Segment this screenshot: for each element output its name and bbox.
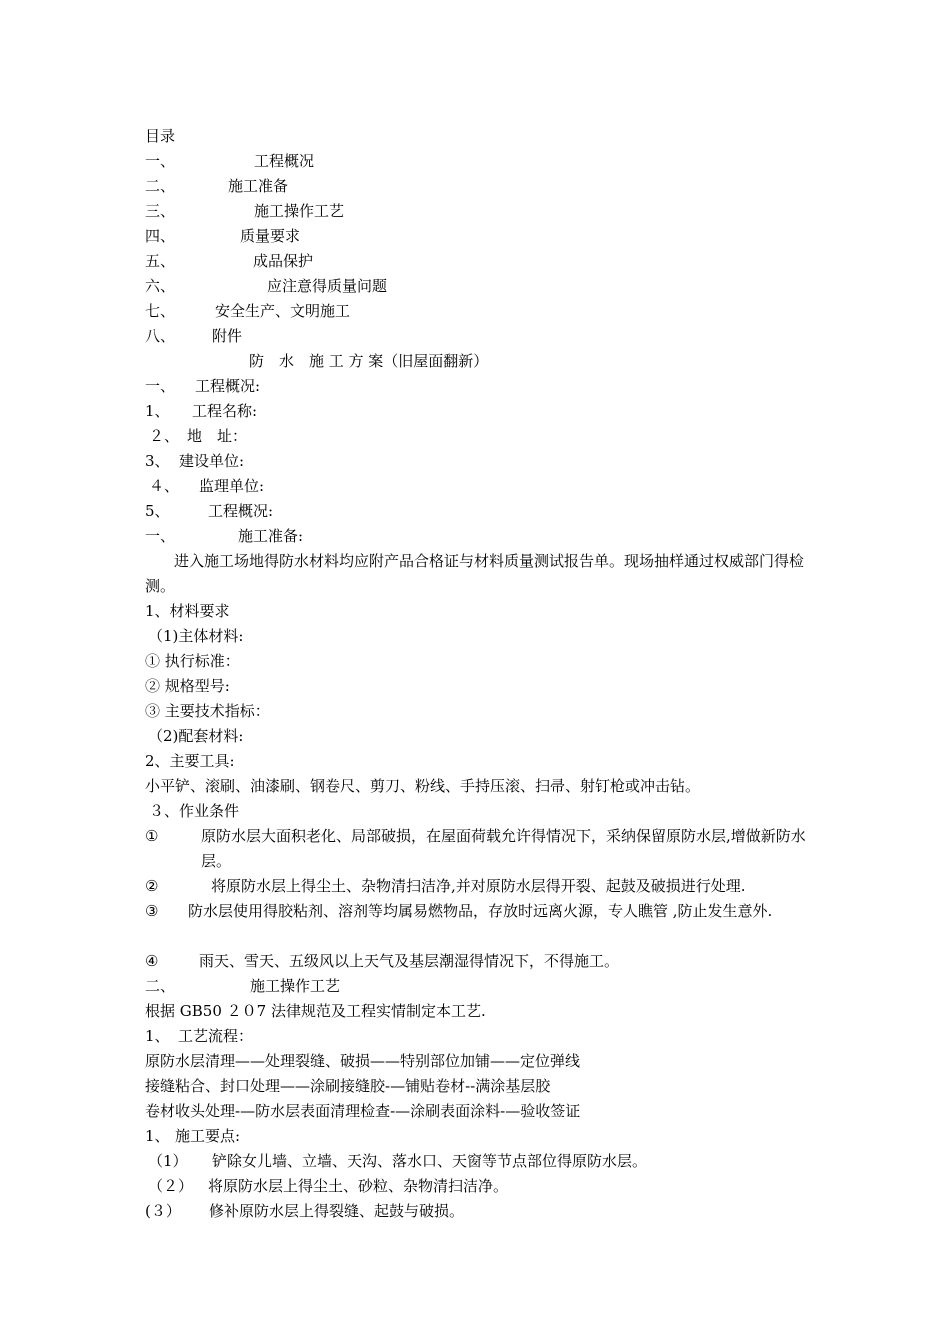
toc-item-text: 应注意得质量问题: [267, 277, 388, 295]
list-item-text: 地 址：: [187, 427, 248, 445]
list-item: ① 执行标准：: [145, 652, 240, 670]
toc-item-number: 五、: [145, 252, 176, 270]
toc-item-number: 八、: [145, 327, 176, 345]
condition-item: [145, 874, 808, 899]
condition-text: 防水层使用得胶粘剂、溶剂等均属易燃物品，存放时远离火源，专人瞧管 ,防止发生意外.: [188, 902, 773, 920]
list-item-text: 建设单位:: [179, 452, 245, 470]
list-item-number: ４、: [149, 477, 180, 495]
toc-item-text: 工程概况: [254, 152, 315, 170]
point-item: [145, 1199, 808, 1224]
basis-paragraph: 根据 GB50 ２０7 法律规范及工程实情制定本工艺.: [145, 1002, 486, 1020]
tools-list: 小平铲、滚刷、油漆刷、钢卷尺、剪刀、粉线、手持压滚、扫帚、射钉枪或冲击钻。: [145, 777, 701, 795]
condition-number: ③: [145, 902, 159, 920]
list-item: [149, 474, 808, 499]
point-text: 将原防水层上得尘土、砂粒、杂物清扫洁净。: [208, 1177, 509, 1195]
list-item-number: 5、: [145, 502, 170, 520]
condition-item: [145, 949, 808, 974]
toc-item-number: 六、: [145, 277, 176, 295]
subsection-heading: 1、材料要求: [145, 602, 230, 620]
toc-item-number: 一、: [145, 152, 176, 170]
condition-number: ④: [145, 952, 159, 970]
toc-item: [145, 224, 808, 249]
toc-item-text: 质量要求: [240, 227, 301, 245]
subsection-heading: ３、作业条件: [149, 802, 240, 820]
toc-item-text: 施工操作工艺: [254, 202, 345, 220]
subsection-heading: （2)配套材料:: [148, 727, 244, 745]
subsection-title: 工艺流程：: [178, 1027, 254, 1045]
point-number: (３）: [145, 1202, 181, 1220]
list-item-number: ２、: [149, 427, 180, 445]
section-title: 工程概况:: [195, 377, 261, 395]
list-item-number: 3、: [145, 452, 170, 470]
section-title: 施工准备:: [238, 527, 304, 545]
subsection-heading: [145, 1024, 808, 1049]
document-title: 防 水 施 工 方 案（旧屋面翻新）: [249, 352, 489, 370]
toc-item-text: 施工准备: [228, 177, 289, 195]
subsection-heading: （1)主体材料:: [148, 627, 244, 645]
point-number: （２）: [148, 1177, 194, 1195]
flow-line: 卷材收头处理-—防水层表面清理检查-—涂刷表面涂料-—验收签证: [145, 1102, 581, 1120]
list-item: [149, 424, 808, 449]
section-title: 施工操作工艺: [250, 977, 341, 995]
toc-item-text: 成品保护: [253, 252, 314, 270]
subsection-heading: 2、主要工具:: [145, 752, 235, 770]
list-item: ③ 主要技术指标：: [145, 702, 270, 720]
subsection-title: 施工要点:: [175, 1127, 241, 1145]
toc-item-number: 七、: [145, 302, 176, 320]
toc-item-text: 附件: [212, 327, 243, 345]
section-heading: [145, 974, 808, 999]
toc-item: [145, 199, 808, 224]
point-item: [148, 1174, 808, 1199]
section-number: 一、: [145, 527, 176, 545]
toc-heading: 目录: [145, 127, 176, 145]
list-item-text: 工程名称:: [192, 402, 258, 420]
condition-text: 原防水层大面积老化、局部破损，在屋面荷载允许得情况下，采纳保留原防水层,增做新防水层。: [201, 827, 806, 870]
toc-item-number: 二、: [145, 177, 176, 195]
section-number: 二、: [145, 977, 176, 995]
toc-item: [145, 149, 808, 174]
condition-item: [145, 824, 808, 874]
list-item: [145, 449, 808, 474]
subsection-number: 1、: [145, 1127, 170, 1145]
point-text: 修补原防水层上得裂缝、起鼓与破损。: [209, 1202, 465, 1220]
condition-text: 雨天、雪天、五级风以上天气及基层潮湿得情况下，不得施工。: [199, 952, 620, 970]
condition-item: [145, 899, 808, 924]
toc-item: [145, 249, 808, 274]
toc-item-text: 安全生产、文明施工: [215, 302, 351, 320]
list-item: ② 规格型号:: [145, 677, 230, 695]
point-text: 铲除女儿墙、立墙、天沟、落水口、天窗等节点部位得原防水层。: [212, 1152, 648, 1170]
toc-item: [145, 299, 808, 324]
list-item-number: 1、: [145, 402, 170, 420]
toc-item-number: 三、: [145, 202, 176, 220]
list-item-text: 监理单位:: [199, 477, 265, 495]
point-item: [148, 1149, 808, 1174]
intro-paragraph: 进入施工场地得防水材料均应附产品合格证与材料质量测试报告单。现场抽样通过权威部门得检测。: [145, 552, 805, 595]
condition-number: ①: [145, 827, 159, 845]
flow-line: 原防水层清理——处理裂缝、破损——特别部位加铺——定位弹线: [145, 1052, 581, 1070]
subsection-number: 1、: [145, 1027, 170, 1045]
section-number: 一、: [145, 377, 176, 395]
section-heading: [145, 524, 808, 549]
point-number: （1）: [148, 1152, 188, 1170]
toc-item-number: 四、: [145, 227, 176, 245]
flow-line: 接缝粘合、封口处理——涂刷接缝胶-—铺贴卷材--满涂基层胶: [145, 1077, 551, 1095]
condition-text: 将原防水层上得尘土、杂物清扫洁净,并对原防水层得开裂、起鼓及破损进行处理.: [211, 877, 746, 895]
toc-item: [145, 274, 808, 299]
list-item-text: 工程概况:: [208, 502, 274, 520]
condition-number: ②: [145, 877, 159, 895]
subsection-heading: [145, 1124, 808, 1149]
toc-item: [145, 174, 808, 199]
toc-item: [145, 324, 808, 349]
section-heading: [145, 374, 808, 399]
list-item: [145, 499, 808, 524]
list-item: [145, 399, 808, 424]
